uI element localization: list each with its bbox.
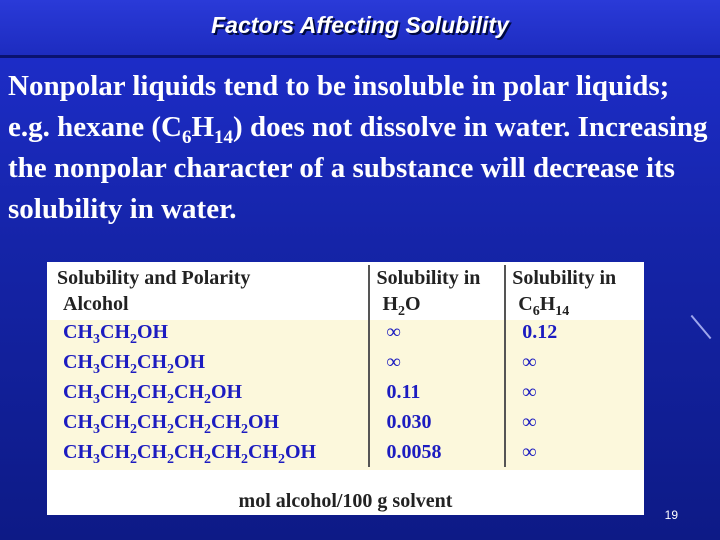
body-paragraph: [8, 66, 713, 230]
table-body: [51, 317, 644, 467]
formula-part: CH: [63, 350, 93, 373]
formula-sub: 2: [241, 421, 248, 437]
formula-sub: 3: [93, 361, 100, 377]
formula-part: CH: [211, 440, 241, 463]
solubility-hexane: ∞: [505, 377, 644, 407]
subheader-water: [369, 291, 505, 317]
header-cell: Solubility in: [369, 265, 505, 291]
formula-sub: 2: [167, 391, 174, 407]
formula-sub: 2: [130, 391, 137, 407]
formula-sub: 2: [130, 421, 137, 437]
formula-part: CH: [63, 410, 93, 433]
formula-part: CH: [137, 380, 167, 403]
table-row: [51, 317, 644, 347]
table-footer-label: mol alcohol/100 g solvent: [238, 490, 453, 512]
solubility-water: 0.0058: [369, 437, 505, 467]
formula-part: CH: [100, 410, 130, 433]
formula-sub: 2: [204, 451, 211, 467]
alcohol-formula: [51, 377, 369, 407]
formula-sub: 2: [167, 421, 174, 437]
formula-part: CH: [100, 380, 130, 403]
formula-sub: 2: [398, 303, 406, 319]
formula-sub: 3: [93, 391, 100, 407]
formula-part: CH: [137, 440, 167, 463]
formula-part: CH: [137, 350, 167, 373]
table-header-row: [51, 265, 644, 291]
paragraph-part2: H: [191, 111, 215, 143]
formula-sub: 14: [555, 303, 570, 319]
solubility-hexane: ∞: [505, 407, 644, 437]
table-subheader-row: [51, 291, 644, 317]
subheader-hexane: [505, 291, 644, 317]
formula-part: OH: [137, 320, 169, 343]
formula-part: OH: [211, 380, 243, 403]
header-cell: Solubility in: [505, 265, 644, 291]
formula-part: OH: [248, 410, 280, 433]
paragraph-sub2: 14: [214, 126, 234, 148]
paragraph-part1: Nonpolar liquids tend to be insoluble in polar liquids; e.g. hexane (C: [8, 70, 670, 143]
formula-sub: 2: [130, 361, 137, 377]
alcohol-formula: [51, 347, 369, 377]
solubility-hexane: ∞: [505, 437, 644, 467]
decorative-line: [691, 315, 712, 339]
formula-part: H: [539, 292, 556, 315]
table-row: [51, 377, 644, 407]
title-bar: [0, 0, 720, 58]
paragraph-part3: ) does not dissolve in water. Increasing the nonpolar character of a substance will decrease its solubility in water.: [8, 111, 708, 225]
table-row: [51, 347, 644, 377]
solubility-water: 0.11: [369, 377, 505, 407]
paragraph-sub1: 6: [181, 126, 192, 148]
formula-part: CH: [137, 410, 167, 433]
formula-sub: 3: [93, 331, 100, 347]
solubility-hexane: 0.12: [505, 317, 644, 347]
formula-part: CH: [248, 440, 278, 463]
formula-part: C: [518, 292, 533, 315]
formula-part: CH: [174, 410, 204, 433]
formula-part: CH: [100, 350, 130, 373]
formula-part: OH: [174, 350, 206, 373]
formula-part: O: [405, 292, 421, 315]
formula-sub: 2: [204, 421, 211, 437]
solubility-table-panel: [47, 262, 644, 515]
formula-sub: 2: [241, 451, 248, 467]
formula-sub: 3: [93, 421, 100, 437]
solubility-water: ∞: [369, 317, 505, 347]
formula-sub: 2: [278, 451, 285, 467]
formula-sub: 2: [204, 391, 211, 407]
formula-sub: 2: [167, 451, 174, 467]
formula-sub: 2: [167, 361, 174, 377]
formula-part: H: [382, 292, 399, 315]
formula-sub: 2: [130, 331, 137, 347]
formula-part: CH: [174, 380, 204, 403]
formula-part: CH: [100, 320, 130, 343]
page-number: 19: [664, 508, 678, 522]
header-cell: Solubility and Polarity: [57, 266, 251, 289]
formula-sub: 3: [93, 451, 100, 467]
alcohol-formula: [51, 407, 369, 437]
solubility-table: [51, 265, 644, 467]
formula-sub: 2: [130, 451, 137, 467]
formula-part: CH: [63, 380, 93, 403]
solubility-water: 0.030: [369, 407, 505, 437]
formula-part: OH: [285, 440, 317, 463]
subheader-alcohol: Alcohol: [63, 292, 129, 315]
solubility-water: ∞: [369, 347, 505, 377]
solubility-hexane: ∞: [505, 347, 644, 377]
formula-part: CH: [174, 440, 204, 463]
table-row: [51, 437, 644, 467]
slide-title: Factors Affecting Solubility: [211, 12, 509, 38]
formula-part: CH: [63, 440, 93, 463]
alcohol-formula: [51, 437, 369, 467]
table-row: [51, 407, 644, 437]
formula-part: CH: [100, 440, 130, 463]
formula-part: CH: [211, 410, 241, 433]
formula-sub: 6: [532, 303, 540, 319]
alcohol-formula: [51, 317, 369, 347]
formula-part: CH: [63, 320, 93, 343]
